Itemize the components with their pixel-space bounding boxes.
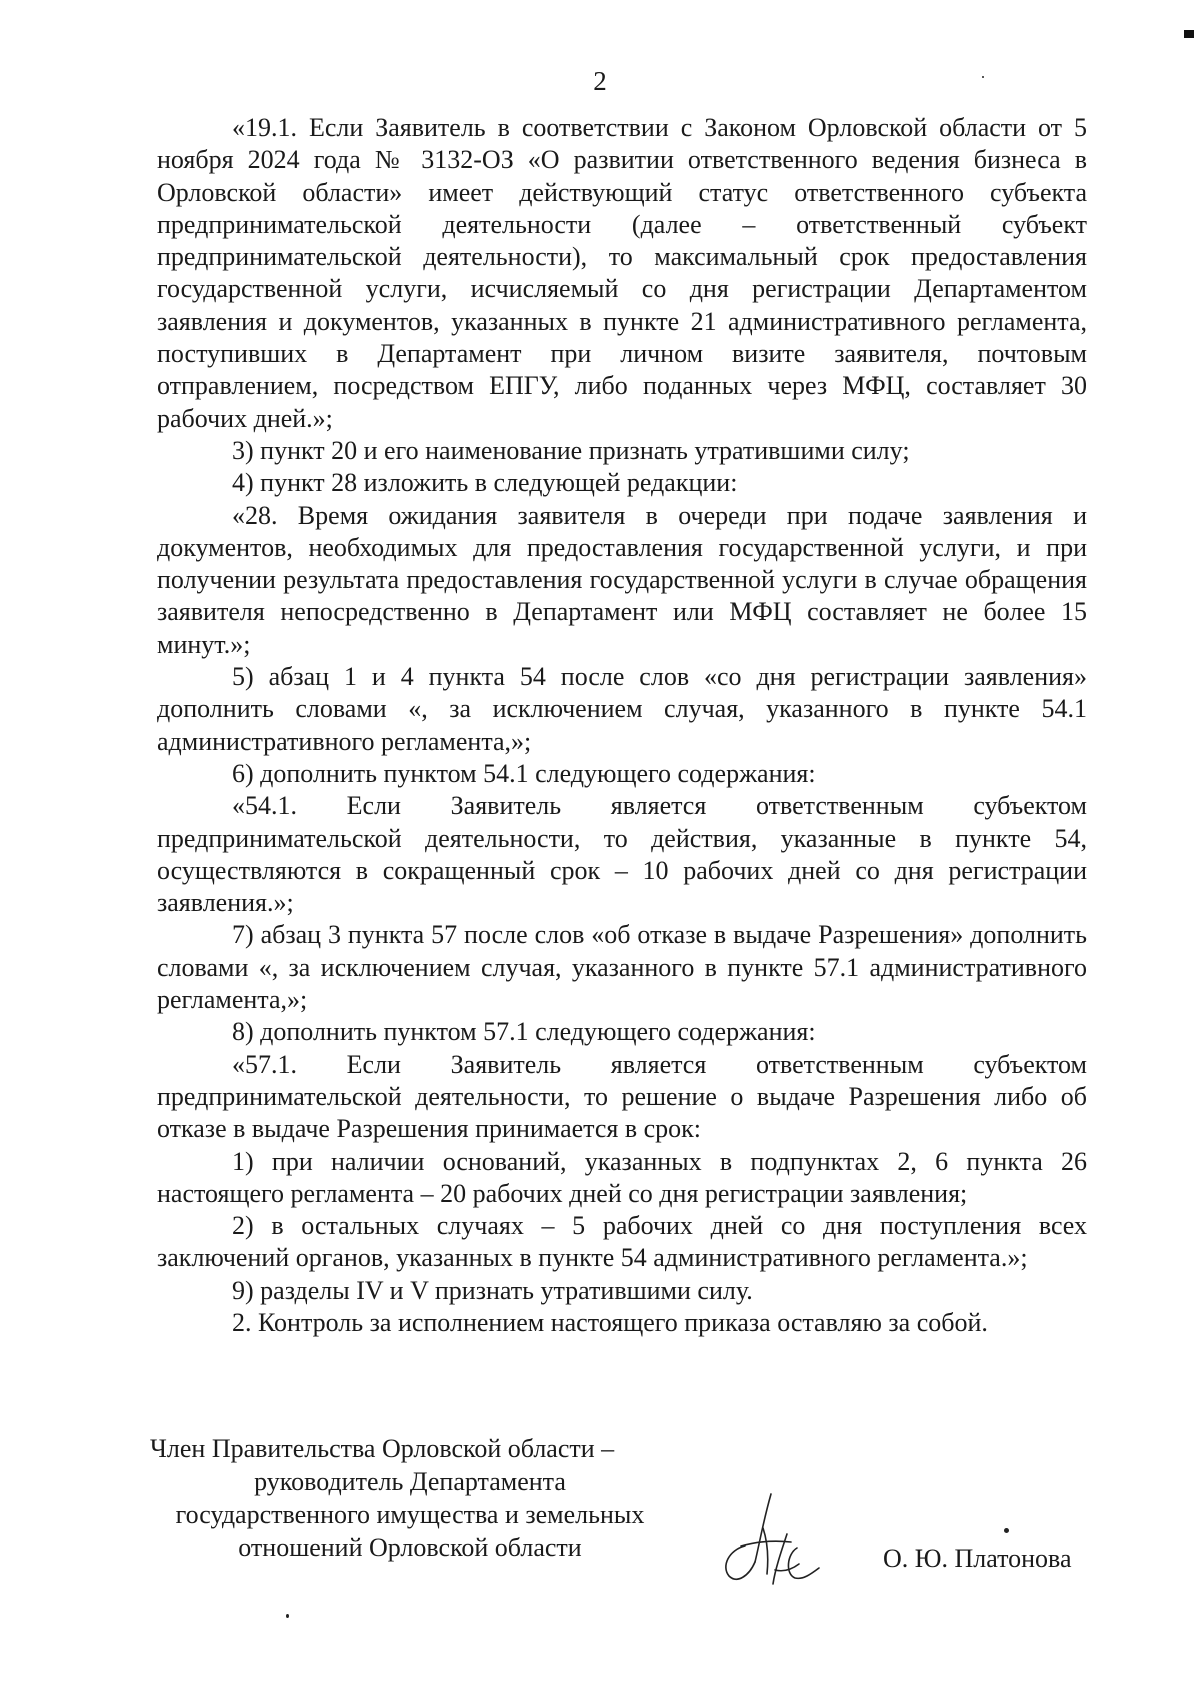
paragraph-28: «28. Время ожидания заявителя в очереди при подаче заявления и документов, необходимых для предоставления государственной услуги, и при получении результата предоставления государственной услуги в случае обращения заявителя непосредственно в Департамент или МФЦ составляет не более 15 минут.»; (157, 500, 1087, 659)
corner-mark (1184, 30, 1194, 38)
scan-speck (982, 76, 984, 78)
paragraph-item-8: 8) дополнить пунктом 57.1 следующего содержания: (232, 1017, 816, 1047)
paragraph-item-7: 7) абзац 3 пункта 57 после слов «об отказе в выдаче Разрешения» дополнить словами «, за исключением случая, указанного в пункте 57.1 административного регламента,»; (157, 920, 1087, 1015)
paragraph-subitem-2: 2) в остальных случаях – 5 рабочих дней со дня поступления всех заключений органов, указанных в пункте 54 административного регламента.»; (157, 1211, 1087, 1273)
scan-speck (1004, 1528, 1009, 1533)
paragraph-54-1: «54.1. Если Заявитель является ответственным субъектом предпринимательской деятельности, то действия, указанные в пункте 54, осуществляются в сокращенный срок – 10 рабочих дней со дня регистрации заявления.»; (157, 791, 1087, 918)
document-body (157, 112, 1087, 1339)
paragraph-item-5: 5) абзац 1 и 4 пункта 54 после слов «со дня регистрации заявления» дополнить словами «, за исключением случая, указанного в пункте 54.1 административного регламента,»; (157, 662, 1087, 756)
paragraph-item-3: 3) пункт 20 и его наименование признать утратившими силу; (232, 435, 910, 465)
paragraph-57-1: «57.1. Если Заявитель является ответственным субъектом предпринимательской деятельности, то решение о выдаче Разрешения либо об отказе в выдаче Разрешения принимается в срок: (157, 1049, 1087, 1144)
page-number: 2 (593, 66, 607, 96)
paragraph-item-9: 9) разделы IV и V признать утратившими силу. (232, 1275, 753, 1305)
signatory-name: О. Ю. Платонова (883, 1544, 1072, 1573)
paragraph-subitem-1: 1) при наличии оснований, указанных в подпунктах 2, 6 пункта 26 настоящего регламента – 20 рабочих дней со дня регистрации заявления; (157, 1146, 1087, 1208)
signatory-title-line: Член Правительства Орловской области – (150, 1434, 615, 1463)
handwritten-signature (715, 1488, 845, 1588)
paragraph-item-4: 4) пункт 28 изложить в следующей редакции: (232, 468, 738, 498)
signatory-title (150, 1432, 670, 1564)
paragraph-19-1: «19.1. Если Заявитель в соответствии с Законом Орловской области от 5 ноября 2024 года № 3132-ОЗ «О развитии ответственного ведения бизнеса в Орловской области» имеет действующий статус ответственного субъекта предпринимательской деятельности (далее – ответственный субъект предпринимательской деятельности), то максимальный срок предоставления государственной услуги, исчисляемый со дня регистрации Департаментом заявления и документов, указанных в пункте 21 административного регламента, поступивших в Департамент при личном визите заявителя, почтовым отправлением, посредством ЕПГУ, либо поданных через МФЦ, составляет 30 рабочих дней.»; (157, 113, 1087, 433)
paragraph-control: 2. Контроль за исполнением настоящего приказа оставляю за собой. (232, 1307, 988, 1337)
signatory-title-line: руководитель Департамента (254, 1467, 566, 1496)
scan-speck (286, 1614, 289, 1618)
paragraph-item-6: 6) дополнить пунктом 54.1 следующего содержания: (232, 758, 816, 788)
signatory-title-line: государственного имущества и земельных (175, 1500, 645, 1529)
signatory-title-line: отношений Орловской области (238, 1533, 582, 1562)
